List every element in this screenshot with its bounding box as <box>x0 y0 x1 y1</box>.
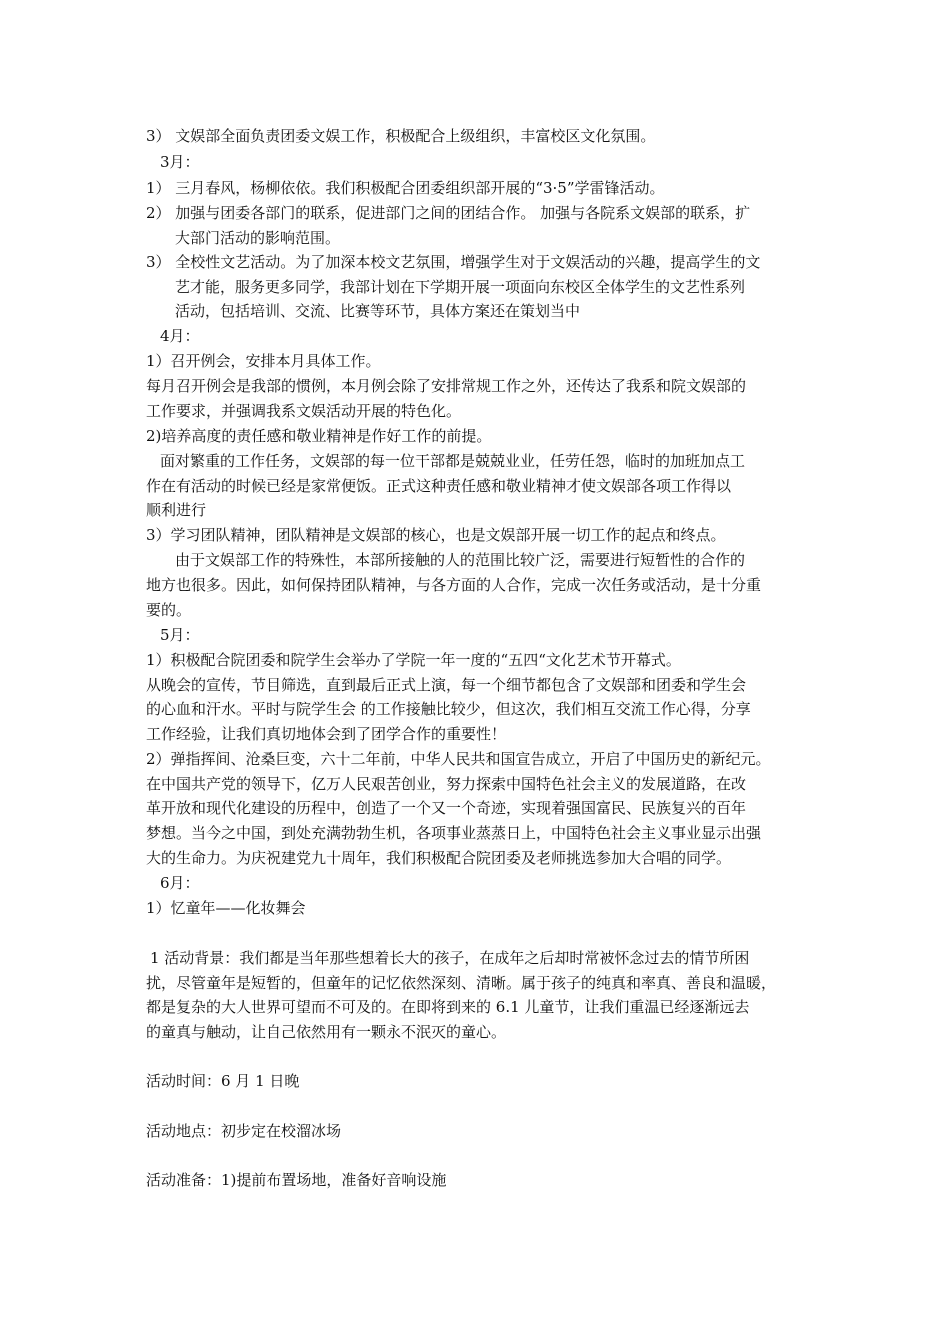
section-heading-june: 6月： <box>160 874 200 892</box>
section-heading-may: 5月： <box>160 626 200 644</box>
text-line: 1） 三月春风，杨柳依依。我们积极配合团委组织部开展的“3·5”学雷锋活动。 <box>146 179 665 197</box>
text-line: 地方也很多。因此，如何保持团队精神，与各方面的人合作，完成一次任务或活动，是十分重 <box>146 576 762 594</box>
text-line: 工作经验，让我们真切地体会到了团学合作的重要性！ <box>146 725 507 743</box>
text-line: 每月召开例会是我部的惯例，本月例会除了安排常规工作之外，还传达了我系和院文娱部的 <box>146 377 747 395</box>
text-line: 面对繁重的工作任务，文娱部的每一位干部都是兢兢业业，任劳任怨，临时的加班加点工 <box>160 452 746 470</box>
text-line: 工作要求，并强调我系文娱活动开展的特色化。 <box>146 402 462 420</box>
text-line: 作在有活动的时候已经是家常便饭。正式这种责任感和敬业精神才使文娱部各项工作得以 <box>146 477 732 495</box>
text-line: 梦想。当今之中国，到处充满勃勃生机，各项事业蒸蒸日上，中国特色社会主义事业显示出强 <box>146 824 762 842</box>
text-line: 在中国共产党的领导下，亿万人民艰苦创业，努力探索中国特色社会主义的发展道路，在改 <box>146 775 747 793</box>
activity-preparation: 活动准备：1)提前布置场地，准备好音响设施 <box>146 1171 447 1189</box>
text-line: 要的。 <box>146 601 192 619</box>
text-line: 顺利进行 <box>146 501 207 519</box>
text-line: 大部门活动的影响范围。 <box>175 229 341 247</box>
text-line: 从晚会的宣传，节目筛选，直到最后正式上演，每一个细节都包含了文娱部和团委和学生会 <box>146 676 747 694</box>
text-line: 活动，包括培训、交流、比赛等环节，具体方案还在策划当中 <box>175 302 581 320</box>
text-line: 都是复杂的大人世界可望而不可及的。在即将到来的 6.1 儿童节，让我们重温已经逐渐远去 <box>146 998 750 1016</box>
activity-location: 活动地点：初步定在校溜冰场 <box>146 1122 342 1140</box>
text-line: 3） 全校性文艺活动。为了加深本校文艺氛围，增强学生对于文娱活动的兴趣，提高学生的文 <box>146 253 761 271</box>
text-line: 2）弹指挥间、沧桑巨变，六十二年前，中华人民共和国宣告成立，开启了中国历史的新纪元。 <box>146 750 771 768</box>
activity-time: 活动时间：6 月 1 日晚 <box>146 1072 300 1090</box>
text-line: 扰，尽管童年是短暂的，但童年的记忆依然深刻、清晰。属于孩子的纯真和率真、善良和温暖， <box>146 974 777 992</box>
text-line: 革开放和现代化建设的历程中，创造了一个又一个奇迹，实现着强国富民、民族复兴的百年 <box>146 799 747 817</box>
text-line: 由于文娱部工作的特殊性，本部所接触的人的范围比较广泛，需要进行短暂性的合作的 <box>175 551 746 569</box>
text-line: 1）积极配合院团委和院学生会举办了学院一年一度的“五四“文化艺术节开幕式。 <box>146 651 681 669</box>
section-heading-march: 3月： <box>160 153 200 171</box>
text-line: 的心血和汗水。平时与院学生会 的工作接触比较少，但这次，我们相互交流工作心得，分享 <box>146 700 751 718</box>
text-line: 2） 加强与团委各部门的联系，促进部门之间的团结合作。 加强与各院系文娱部的联系，扩 <box>146 204 751 222</box>
text-line: 2)培养高度的责任感和敬业精神是作好工作的前提。 <box>146 427 492 445</box>
section-heading-april: 4月： <box>160 327 200 345</box>
text-line: 3）学习团队精神，团队精神是文娱部的核心，也是文娱部开展一切工作的起点和终点。 <box>146 526 726 544</box>
text-line: 3） 文娱部全面负责团委文娱工作，积极配合上级组织，丰富校区文化氛围。 <box>146 127 656 145</box>
text-line: 1）召开例会，安排本月具体工作。 <box>146 352 381 370</box>
text-line: 的童真与触动，让自己依然用有一颗永不泯灭的童心。 <box>146 1023 507 1041</box>
text-line: 1）忆童年——化妆舞会 <box>146 899 306 917</box>
text-line: 1 活动背景：我们都是当年那些想着长大的孩子，在成年之后却时常被怀念过去的情节所困 <box>150 949 750 967</box>
text-line: 艺才能，服务更多同学，我部计划在下学期开展一项面向东校区全体学生的文艺性系列 <box>175 278 746 296</box>
text-line: 大的生命力。为庆祝建党九十周年，我们积极配合院团委及老师挑选参加大合唱的同学。 <box>146 849 732 867</box>
